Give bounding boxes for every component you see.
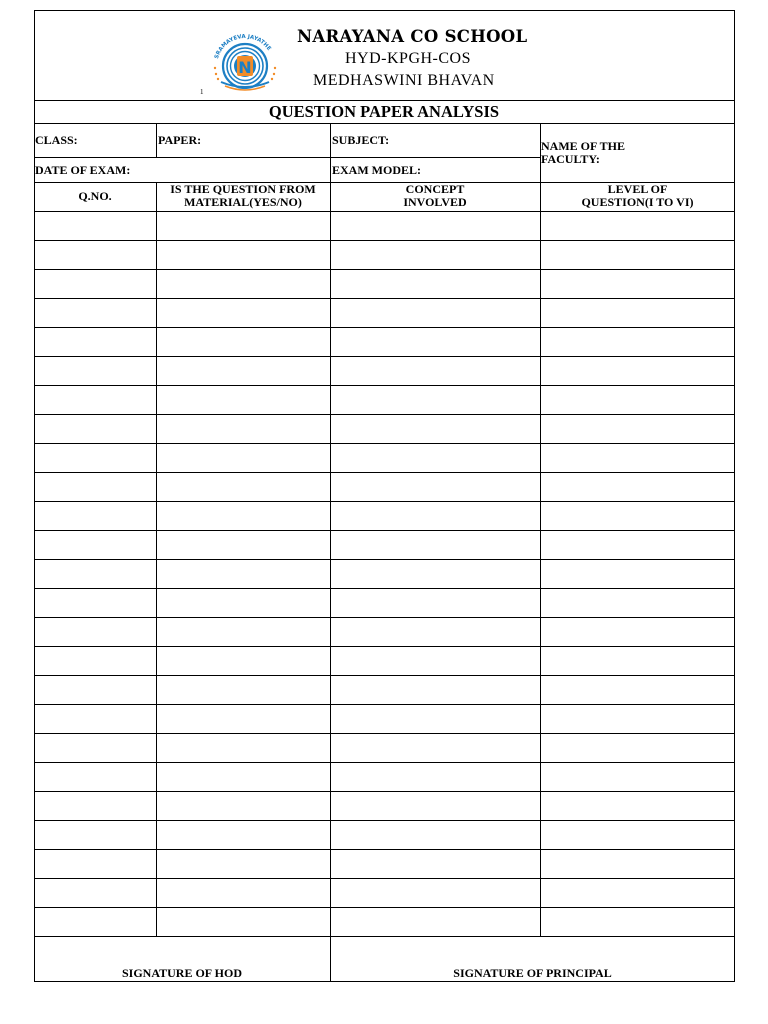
column-header-level: LEVEL OF QUESTION(I TO VI) <box>581 182 694 209</box>
column-divider <box>540 182 541 936</box>
table-row[interactable] <box>34 414 735 443</box>
row-divider <box>34 907 735 908</box>
subject-field-label: SUBJECT: <box>332 133 390 147</box>
row-divider <box>34 298 735 299</box>
row-divider <box>34 385 735 386</box>
column-header-concept: CONCEPT INVOLVED <box>403 182 467 209</box>
exam-model-label: EXAM MODEL: <box>332 163 421 177</box>
divider <box>34 157 540 158</box>
table-row[interactable] <box>34 907 735 936</box>
row-divider <box>34 356 735 357</box>
row-divider <box>34 849 735 850</box>
row-divider <box>34 472 735 473</box>
row-divider <box>34 617 735 618</box>
row-divider <box>34 791 735 792</box>
paper-field-label: PAPER: <box>158 133 202 147</box>
faculty-field-label: NAME OF THE <box>541 139 626 153</box>
branch-code: HYD-KPGH-COS <box>345 50 472 67</box>
bhavan-name: MEDHASWINI BHAVAN <box>313 72 495 89</box>
page-title: QUESTION PAPER ANALYSIS <box>268 102 500 121</box>
table-row[interactable] <box>34 211 735 240</box>
signature-hod: SIGNATURE OF HOD <box>121 966 242 980</box>
row-divider <box>34 443 735 444</box>
row-divider <box>34 762 735 763</box>
row-divider <box>34 588 735 589</box>
row-divider <box>34 733 735 734</box>
table-row[interactable] <box>34 443 735 472</box>
table-row[interactable] <box>34 240 735 269</box>
row-divider <box>34 559 735 560</box>
row-divider <box>34 675 735 676</box>
signature-principal: SIGNATURE OF PRINCIPAL <box>453 966 612 980</box>
table-row[interactable] <box>34 762 735 791</box>
row-divider <box>34 327 735 328</box>
column-header-qno: Q.NO. <box>78 189 112 203</box>
table-row[interactable] <box>34 298 735 327</box>
row-divider <box>34 646 735 647</box>
table-row[interactable] <box>34 820 735 849</box>
logo-letter: N <box>238 58 252 77</box>
table-row[interactable] <box>34 733 735 762</box>
table-row[interactable] <box>34 472 735 501</box>
small-mark: 1 <box>200 88 204 96</box>
table-row[interactable] <box>34 588 735 617</box>
divider <box>34 936 735 937</box>
table-row[interactable] <box>34 617 735 646</box>
table-row[interactable] <box>34 356 735 385</box>
table-row[interactable] <box>34 530 735 559</box>
divider <box>34 123 735 124</box>
table-row[interactable] <box>34 849 735 878</box>
school-logo <box>207 22 283 96</box>
table-row[interactable] <box>34 791 735 820</box>
row-divider <box>34 269 735 270</box>
table-row[interactable] <box>34 269 735 298</box>
table-row[interactable] <box>34 501 735 530</box>
divider <box>330 123 331 182</box>
date-of-exam-label: DATE OF EXAM: <box>35 163 131 177</box>
class-field-label: CLASS: <box>35 133 78 147</box>
table-row[interactable] <box>34 878 735 907</box>
table-row[interactable] <box>34 327 735 356</box>
divider <box>156 123 157 157</box>
row-divider <box>34 240 735 241</box>
column-header-material: IS THE QUESTION FROM MATERIAL(YES/NO) <box>170 182 316 209</box>
table-row[interactable] <box>34 646 735 675</box>
row-divider <box>34 820 735 821</box>
divider <box>34 100 735 101</box>
faculty-field-label-2: FACULTY: <box>541 152 600 166</box>
table-row[interactable] <box>34 559 735 588</box>
table-row[interactable] <box>34 385 735 414</box>
row-divider <box>34 878 735 879</box>
row-divider <box>34 530 735 531</box>
table-row[interactable] <box>34 704 735 733</box>
school-name: NARAYANA CO SCHOOL <box>297 27 528 46</box>
table-row[interactable] <box>34 675 735 704</box>
logo-arc-text: SRAMAYEVA JAYATHE <box>214 33 272 60</box>
row-divider <box>34 704 735 705</box>
row-divider <box>34 501 735 502</box>
column-divider <box>330 182 331 936</box>
row-divider <box>34 414 735 415</box>
column-divider <box>156 182 157 936</box>
